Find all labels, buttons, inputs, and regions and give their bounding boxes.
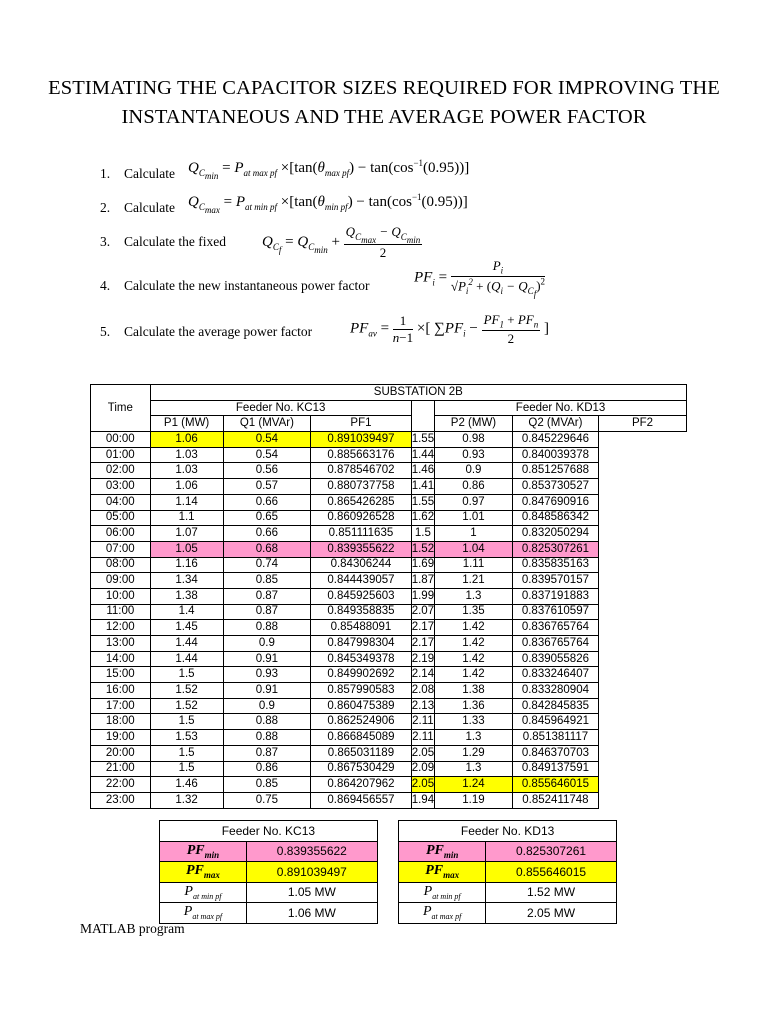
data-cell: 1.06 (150, 479, 223, 495)
time-cell: 14:00 (91, 651, 151, 667)
data-cell: 0.839570157 (512, 573, 598, 589)
time-cell: 21:00 (91, 761, 151, 777)
data-cell: 1.03 (150, 463, 223, 479)
data-cell: 0.87 (223, 745, 311, 761)
data-cell: 1.04 (435, 541, 513, 557)
data-cell: 1.46 (150, 777, 223, 793)
data-cell: 0.865031189 (311, 745, 412, 761)
data-cell: 1.07 (150, 526, 223, 542)
data-cell: 1.16 (150, 557, 223, 573)
time-cell: 12:00 (91, 620, 151, 636)
data-cell: 0.849358835 (311, 604, 412, 620)
data-cell: 0.836765764 (512, 620, 598, 636)
time-cell: 03:00 (91, 479, 151, 495)
data-cell: 0.54 (223, 432, 311, 448)
data-cell: 0.9 (435, 463, 513, 479)
feeder-kd13-header: Feeder No. KD13 (435, 400, 687, 416)
data-cell: 0.85 (223, 573, 311, 589)
data-cell: 1.01 (435, 510, 513, 526)
data-cell: 1.29 (435, 745, 513, 761)
data-cell: 0.54 (223, 447, 311, 463)
data-cell: 0.86 (435, 479, 513, 495)
table-row (91, 651, 687, 667)
data-cell: 1.38 (150, 588, 223, 604)
data-cell: 0.825307261 (512, 541, 598, 557)
data-cell: 1.4 (150, 604, 223, 620)
data-cell: 1.32 (150, 792, 223, 808)
data-cell: 0.844439057 (311, 573, 412, 589)
data-cell: 0.75 (223, 792, 311, 808)
data-cell: 1.05 (150, 541, 223, 557)
data-cell: 0.9 (223, 698, 311, 714)
pf-max-label: $PF_{max}$ (399, 862, 486, 883)
data-cell: 0.93 (223, 667, 311, 683)
table-row (91, 730, 687, 746)
data-cell: 0.853730527 (512, 479, 598, 495)
data-cell: 0.839055826 (512, 651, 598, 667)
time-cell: 06:00 (91, 526, 151, 542)
data-cell: 1.21 (435, 573, 513, 589)
table-row (91, 463, 687, 479)
time-header: Time (91, 385, 151, 432)
time-cell: 05:00 (91, 510, 151, 526)
col-header-pf1: PF1 (311, 416, 412, 432)
table-row (91, 698, 687, 714)
formula-qc-min: $Q_{C_{min}} = P_{at max pf} \times[\tan(\theta_{max pf}) - \tan(\cos^{-1}(0.95))]$ (188, 158, 470, 181)
time-cell: 13:00 (91, 636, 151, 652)
data-cell: 1.3 (435, 588, 513, 604)
data-cell: 1.42 (435, 667, 513, 683)
data-cell: 1.55 (411, 494, 434, 510)
data-cell: 1.99 (411, 588, 434, 604)
data-cell: 0.91 (223, 651, 311, 667)
page-title: ESTIMATING THE CAPACITOR SIZES REQUIRED FOR IMPROVING THE INSTANTANEOUS AND THE AVERAGE POWER FACTOR (48, 77, 720, 128)
table-row (91, 745, 687, 761)
data-cell: 0.845349378 (311, 651, 412, 667)
data-cell: 1.94 (411, 792, 434, 808)
p-at-max-pf-kc13: 1.06 MW (246, 903, 377, 924)
data-cell: 0.88 (223, 620, 311, 636)
step-text: Calculate (124, 166, 175, 181)
data-cell: 0.848586342 (512, 510, 598, 526)
formula-pf-avg: $PF_{av}$ = $\frac{1}{n-1}$ ×[ $\sum PF_i$ − $\frac{PF_1 + PF_n}{2}$ ] (350, 312, 549, 346)
data-cell: 0.840039378 (512, 447, 598, 463)
data-cell: 2.07 (411, 604, 434, 620)
table-row (91, 667, 687, 683)
summary-feeder-kc13: Feeder No. KC13 (160, 821, 378, 842)
data-cell: 0.832050294 (512, 526, 598, 542)
data-cell: 0.835835163 (512, 557, 598, 573)
data-cell: 0.9 (223, 636, 311, 652)
data-cell: 1.52 (150, 698, 223, 714)
col-header-q2: Q2 (MVAr) (512, 416, 598, 432)
data-cell: 1.33 (435, 714, 513, 730)
data-cell: 0.87 (223, 588, 311, 604)
data-cell: 0.849902692 (311, 667, 412, 683)
step-text: Calculate the average power factor (124, 324, 313, 339)
data-cell: 1.3 (435, 730, 513, 746)
feeder-kc13-header: Feeder No. KC13 (150, 400, 411, 416)
step-number: 1. (100, 166, 111, 181)
data-cell: 0.833246407 (512, 667, 598, 683)
data-cell: 0.833280904 (512, 683, 598, 699)
summary-feeder-kd13: Feeder No. KD13 (399, 821, 617, 842)
table-row (91, 604, 687, 620)
data-cell: 0.66 (223, 494, 311, 510)
data-cell: 0.68 (223, 541, 311, 557)
data-cell: 0.91 (223, 683, 311, 699)
data-cell: 0.85 (223, 777, 311, 793)
step-number: 5. (100, 324, 111, 339)
pf-max-kd13: 0.855646015 (486, 862, 617, 883)
table-row (91, 447, 687, 463)
time-cell: 07:00 (91, 541, 151, 557)
data-cell: 2.05 (411, 777, 434, 793)
data-cell: 1.35 (435, 604, 513, 620)
data-cell: 0.57 (223, 479, 311, 495)
data-cell: 1.55 (411, 432, 434, 448)
table-row (91, 792, 687, 808)
data-cell: 1.14 (150, 494, 223, 510)
data-cell: 1 (435, 526, 513, 542)
data-cell: 2.19 (411, 651, 434, 667)
time-cell: 10:00 (91, 588, 151, 604)
data-cell: 1.41 (411, 479, 434, 495)
data-cell: 0.867530429 (311, 761, 412, 777)
step-number: 2. (100, 200, 111, 215)
data-cell: 0.885663176 (311, 447, 412, 463)
data-cell: 0.845964921 (512, 714, 598, 730)
data-cell: 0.860926528 (311, 510, 412, 526)
data-cell: 0.864207962 (311, 777, 412, 793)
table-row (91, 494, 687, 510)
table-row (91, 479, 687, 495)
data-cell: 0.891039497 (311, 432, 412, 448)
data-cell: 1.5 (150, 667, 223, 683)
table-row (91, 636, 687, 652)
pf-max-kc13: 0.891039497 (246, 862, 377, 883)
data-cell: 2.17 (411, 636, 434, 652)
data-cell: 0.852411748 (512, 792, 598, 808)
data-cell: 2.11 (411, 714, 434, 730)
data-cell: 0.65 (223, 510, 311, 526)
data-cell: 2.17 (411, 620, 434, 636)
time-cell: 11:00 (91, 604, 151, 620)
col-header-pf2: PF2 (599, 416, 687, 432)
data-cell: 0.84306244 (311, 557, 412, 573)
time-cell: 01:00 (91, 447, 151, 463)
data-cell: 0.74 (223, 557, 311, 573)
pf-min-kd13: 0.825307261 (486, 841, 617, 862)
formula-qc-fixed: $Q_{C_f} = Q_{C_{min}}$ + $\frac{Q_{C_{max}} - Q_{C_{min}}}{2}$ (262, 224, 421, 261)
p-at-max-pf-label: $P_{at max pf}$ (399, 903, 486, 924)
table-row (91, 714, 687, 730)
data-cell: 0.845229646 (512, 432, 598, 448)
data-cell: 1.62 (411, 510, 434, 526)
table-row (91, 510, 687, 526)
data-cell: 1.44 (150, 651, 223, 667)
time-cell: 22:00 (91, 777, 151, 793)
data-cell: 0.866845089 (311, 730, 412, 746)
data-cell: 1.24 (435, 777, 513, 793)
data-cell: 0.855646015 (512, 777, 598, 793)
step-text: Calculate the new instantaneous power factor (124, 278, 370, 293)
data-cell: 0.857990583 (311, 683, 412, 699)
time-cell: 18:00 (91, 714, 151, 730)
data-cell: 2.13 (411, 698, 434, 714)
p-at-min-pf-kc13: 1.05 MW (246, 882, 377, 903)
data-cell: 1.53 (150, 730, 223, 746)
data-cell: 0.837191883 (512, 588, 598, 604)
data-cell: 0.851257688 (512, 463, 598, 479)
data-cell: 1.3 (435, 761, 513, 777)
p-at-max-pf-label: $P_{at max pf}$ (160, 903, 247, 924)
col-header-p2: P2 (MW) (435, 416, 513, 432)
data-cell: 0.88 (223, 730, 311, 746)
data-cell: 1.19 (435, 792, 513, 808)
p-at-min-pf-kd13: 1.52 MW (486, 882, 617, 903)
table-row (91, 557, 687, 573)
data-cell: 1.06 (150, 432, 223, 448)
pf-max-label: $PF_{max}$ (160, 862, 247, 883)
data-cell: 1.46 (411, 463, 434, 479)
substation-data-table (90, 384, 687, 809)
data-cell: 1.5 (411, 526, 434, 542)
data-cell: 0.851381117 (512, 730, 598, 746)
data-cell: 1.1 (150, 510, 223, 526)
p-at-max-pf-kd13: 2.05 MW (486, 903, 617, 924)
data-cell: 0.849137591 (512, 761, 598, 777)
data-cell: 0.88 (223, 714, 311, 730)
time-cell: 23:00 (91, 792, 151, 808)
data-cell: 0.93 (435, 447, 513, 463)
data-cell: 0.66 (223, 526, 311, 542)
data-cell: 1.52 (150, 683, 223, 699)
data-cell: 1.42 (435, 636, 513, 652)
pf-min-label: $PF_{min}$ (399, 841, 486, 862)
substation-header: SUBSTATION 2B (150, 385, 686, 401)
summary-table (159, 820, 617, 924)
footer-text: MATLAB program (80, 921, 185, 936)
data-cell: 0.847690916 (512, 494, 598, 510)
time-cell: 20:00 (91, 745, 151, 761)
data-cell: 1.34 (150, 573, 223, 589)
table-row (91, 588, 687, 604)
p-at-min-pf-label: $P_{at min pf}$ (160, 882, 247, 903)
data-cell: 1.03 (150, 447, 223, 463)
time-cell: 00:00 (91, 432, 151, 448)
data-cell: 1.42 (435, 651, 513, 667)
step-text: Calculate (124, 200, 175, 215)
table-row (91, 777, 687, 793)
table-row (91, 526, 687, 542)
data-cell: 0.869456557 (311, 792, 412, 808)
data-cell: 1.87 (411, 573, 434, 589)
table-row (91, 683, 687, 699)
time-cell: 17:00 (91, 698, 151, 714)
data-cell: 0.846370703 (512, 745, 598, 761)
time-cell: 04:00 (91, 494, 151, 510)
pf-min-kc13: 0.839355622 (246, 841, 377, 862)
time-cell: 08:00 (91, 557, 151, 573)
col-header-p1: P1 (MW) (150, 416, 223, 432)
data-cell: 0.839355622 (311, 541, 412, 557)
column-gap (411, 400, 434, 431)
p-at-min-pf-label: $P_{at min pf}$ (399, 882, 486, 903)
data-cell: 0.878546702 (311, 463, 412, 479)
data-cell: 0.865426285 (311, 494, 412, 510)
time-cell: 09:00 (91, 573, 151, 589)
data-cell: 2.05 (411, 745, 434, 761)
data-cell: 0.847998304 (311, 636, 412, 652)
data-cell: 0.842845835 (512, 698, 598, 714)
formula-qc-max: $Q_{C_{max}} = P_{at min pf} \times[\tan(\theta_{min pf}) - \tan(\cos^{-1}(0.95))]$ (188, 192, 468, 215)
data-cell: 1.5 (150, 714, 223, 730)
data-cell: 1.44 (411, 447, 434, 463)
data-cell: 0.56 (223, 463, 311, 479)
step-text: Calculate the fixed (124, 234, 226, 249)
time-cell: 19:00 (91, 730, 151, 746)
table-row (91, 432, 687, 448)
data-cell: 0.837610597 (512, 604, 598, 620)
data-cell: 1.5 (150, 745, 223, 761)
data-cell: 1.36 (435, 698, 513, 714)
data-cell: 0.860475389 (311, 698, 412, 714)
data-cell: 0.845925603 (311, 588, 412, 604)
step-number: 4. (100, 278, 111, 293)
time-cell: 02:00 (91, 463, 151, 479)
table-row (91, 573, 687, 589)
data-cell: 1.45 (150, 620, 223, 636)
time-cell: 16:00 (91, 683, 151, 699)
data-cell: 1.52 (411, 541, 434, 557)
data-cell: 0.98 (435, 432, 513, 448)
data-cell: 1.44 (150, 636, 223, 652)
data-cell: 2.14 (411, 667, 434, 683)
data-cell: 2.09 (411, 761, 434, 777)
data-cell: 0.880737758 (311, 479, 412, 495)
table-row (91, 620, 687, 636)
data-cell: 1.38 (435, 683, 513, 699)
summary-gap (377, 821, 398, 924)
table-row (91, 761, 687, 777)
data-cell: 0.85488091 (311, 620, 412, 636)
data-cell: 1.5 (150, 761, 223, 777)
data-cell: 0.836765764 (512, 636, 598, 652)
data-cell: 1.42 (435, 620, 513, 636)
formula-pf-new: $PF_i$ = $\frac{P_i}{√P_i^2 + (Q_i - Q_{C_f})^2}$ (414, 258, 546, 299)
data-cell: 2.11 (411, 730, 434, 746)
data-cell: 1.69 (411, 557, 434, 573)
data-cell: 0.97 (435, 494, 513, 510)
data-cell: 2.08 (411, 683, 434, 699)
data-cell: 0.862524906 (311, 714, 412, 730)
pf-min-label: $PF_{min}$ (160, 841, 247, 862)
data-cell: 0.86 (223, 761, 311, 777)
table-row (91, 541, 687, 557)
col-header-q1: Q1 (MVAr) (223, 416, 311, 432)
time-cell: 15:00 (91, 667, 151, 683)
step-number: 3. (100, 234, 111, 249)
data-cell: 0.87 (223, 604, 311, 620)
data-cell: 0.851111635 (311, 526, 412, 542)
data-cell: 1.11 (435, 557, 513, 573)
